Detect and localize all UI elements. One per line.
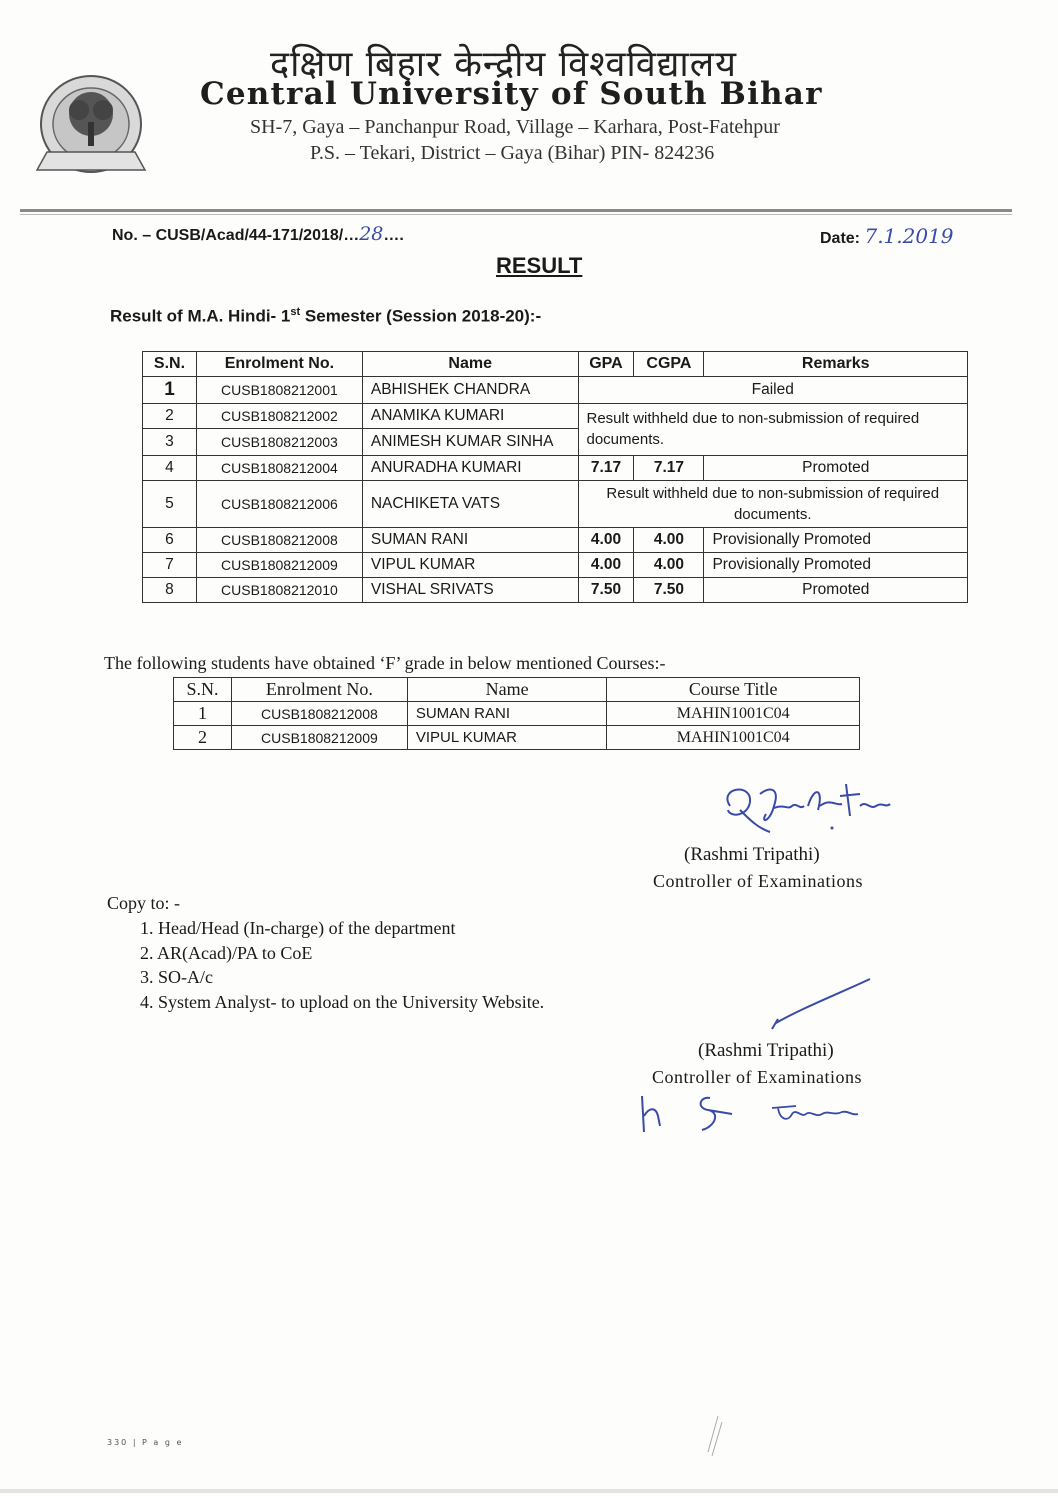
cell-enrolment: CUSB1808212002 [196, 404, 362, 429]
cell-remark-merged: Result withheld due to non-submission of required documents. [578, 404, 968, 456]
copy-to-label: Copy to: - [107, 893, 181, 913]
signature-stroke-icon [760, 975, 880, 1035]
column-header: S.N. [143, 352, 197, 377]
list-item: 3. SO-A/c [140, 967, 213, 987]
column-header: Course Title [607, 678, 860, 702]
stray-mark-icon [700, 1412, 730, 1462]
subheading-text: Result of M.A. Hindi- 1 [110, 306, 291, 326]
cell-name: NACHIKETA VATS [362, 481, 578, 528]
cell-cgpa: 7.50 [634, 578, 704, 603]
date-handwritten: 7.1.2019 [864, 224, 954, 248]
reference-trail: …. [383, 227, 404, 244]
cell-enrolment: CUSB1808212004 [196, 456, 362, 481]
cell-course: MAHIN1001C04 [607, 702, 860, 726]
cell-sn: 2 [174, 726, 232, 750]
cell-enrolment: CUSB1808212006 [196, 481, 362, 528]
page-bottom-edge [0, 1489, 1058, 1493]
signatory-name-2: (Rashmi Tripathi) [698, 1040, 834, 1061]
column-header: Enrolment No. [196, 352, 362, 377]
cell-sn: 4 [143, 456, 197, 481]
table-header-row [174, 678, 860, 702]
table-row [143, 528, 968, 553]
cell-gpa: 7.50 [578, 578, 634, 603]
reference-label: No. – CUSB/Acad/44-171/2018/… [112, 227, 360, 244]
table-row [143, 404, 968, 429]
cell-enrolment: CUSB1808212001 [196, 377, 362, 404]
address-line-1: SH-7, Gaya – Panchanpur Road, Village – Karhara, Post-Fatehpur [250, 116, 780, 138]
table-header-row [143, 352, 968, 377]
cell-gpa: 4.00 [578, 553, 634, 578]
header-divider [20, 209, 1012, 212]
page-title: RESULT [496, 253, 583, 278]
result-subheading [110, 306, 541, 327]
f-grade-note: The following students have obtained ‘F’ grade in below mentioned Courses:- [104, 653, 666, 673]
cell-sn: 1 [174, 702, 232, 726]
cell-course: MAHIN1001C04 [607, 726, 860, 750]
column-header: GPA [578, 352, 634, 377]
cell-remark: Promoted [704, 578, 968, 603]
header-divider-thin [20, 214, 1012, 215]
cell-enrolment: CUSB1808212009 [231, 726, 407, 750]
cell-cgpa: 4.00 [634, 553, 704, 578]
list-item: 2. AR(Acad)/PA to CoE [140, 942, 313, 963]
cell-name: VISHAL SRIVATS [362, 578, 578, 603]
page-number: 330 | P a g e [107, 1438, 184, 1447]
cell-sn: 5 [143, 481, 197, 528]
cell-sn: 7 [143, 553, 197, 578]
f-grade-table [173, 677, 860, 750]
table-row [174, 702, 860, 726]
cell-remark-merged: Result withheld due to non-submission of required documents. [578, 481, 968, 528]
column-header: Enrolment No. [231, 678, 407, 702]
cell-enrolment: CUSB1808212010 [196, 578, 362, 603]
cell-gpa: 7.17 [578, 456, 634, 481]
initials-icon [636, 1086, 876, 1136]
date-field [820, 224, 954, 248]
subheading-superscript: st [290, 306, 301, 318]
column-header: S.N. [174, 678, 232, 702]
column-header: CGPA [634, 352, 704, 377]
subheading-text-end: Semester (Session 2018-20):- [300, 306, 542, 326]
cell-gpa: 4.00 [578, 528, 634, 553]
cell-sn: 3 [143, 429, 197, 456]
table-row [143, 553, 968, 578]
signatory-title-2: Controller of Examinations [652, 1067, 862, 1087]
cell-name: ANIMESH KUMAR SINHA [362, 429, 578, 456]
cell-remark: Provisionally Promoted [704, 528, 968, 553]
table-row [143, 456, 968, 481]
cell-enrolment: CUSB1808212008 [231, 702, 407, 726]
cell-enrolment: CUSB1808212009 [196, 553, 362, 578]
cell-cgpa: 4.00 [634, 528, 704, 553]
cell-name: VIPUL KUMAR [407, 726, 607, 750]
signatory-title: Controller of Examinations [653, 871, 863, 891]
column-header: Name [407, 678, 607, 702]
university-seal-icon [33, 72, 149, 176]
cell-enrolment: CUSB1808212003 [196, 429, 362, 456]
cell-name: ANURADHA KUMARI [362, 456, 578, 481]
cell-remark-merged: Failed [578, 377, 968, 404]
cell-sn: 2 [143, 404, 197, 429]
list-item: 4. System Analyst- to upload on the University Website. [140, 991, 545, 1012]
reference-number [112, 223, 404, 245]
reference-handwritten-number: 28 [359, 223, 384, 245]
cell-sn: 1 [143, 377, 197, 404]
signature-icon [700, 776, 930, 846]
table-row [143, 578, 968, 603]
cell-enrolment: CUSB1808212008 [196, 528, 362, 553]
cell-sn: 8 [143, 578, 197, 603]
copy-to-list [140, 918, 544, 1016]
address-line-2: P.S. – Tekari, District – Gaya (Bihar) PIN- 824236 [310, 142, 715, 164]
cell-remark: Provisionally Promoted [704, 553, 968, 578]
cell-sn: 6 [143, 528, 197, 553]
table-row [174, 726, 860, 750]
cell-name: VIPUL KUMAR [362, 553, 578, 578]
list-item: 1. Head/Head (In-charge) of the department [140, 918, 456, 938]
table-row [143, 377, 968, 404]
cell-remark: Promoted [704, 456, 968, 481]
signatory-name: (Rashmi Tripathi) [684, 844, 820, 865]
university-name-hindi: दक्षिण बिहार केन्द्रीय विश्वविद्यालय [270, 44, 738, 85]
column-header: Remarks [704, 352, 968, 377]
cell-name: SUMAN RANI [362, 528, 578, 553]
table-row [143, 481, 968, 528]
cell-cgpa: 7.17 [634, 456, 704, 481]
cell-name: SUMAN RANI [407, 702, 607, 726]
date-label: Date: [820, 230, 861, 247]
column-header: Name [362, 352, 578, 377]
university-name-english: Central University of South Bihar [200, 76, 823, 112]
result-table [142, 351, 968, 603]
cell-name: ANAMIKA KUMARI [362, 404, 578, 429]
cell-name: ABHISHEK CHANDRA [362, 377, 578, 404]
